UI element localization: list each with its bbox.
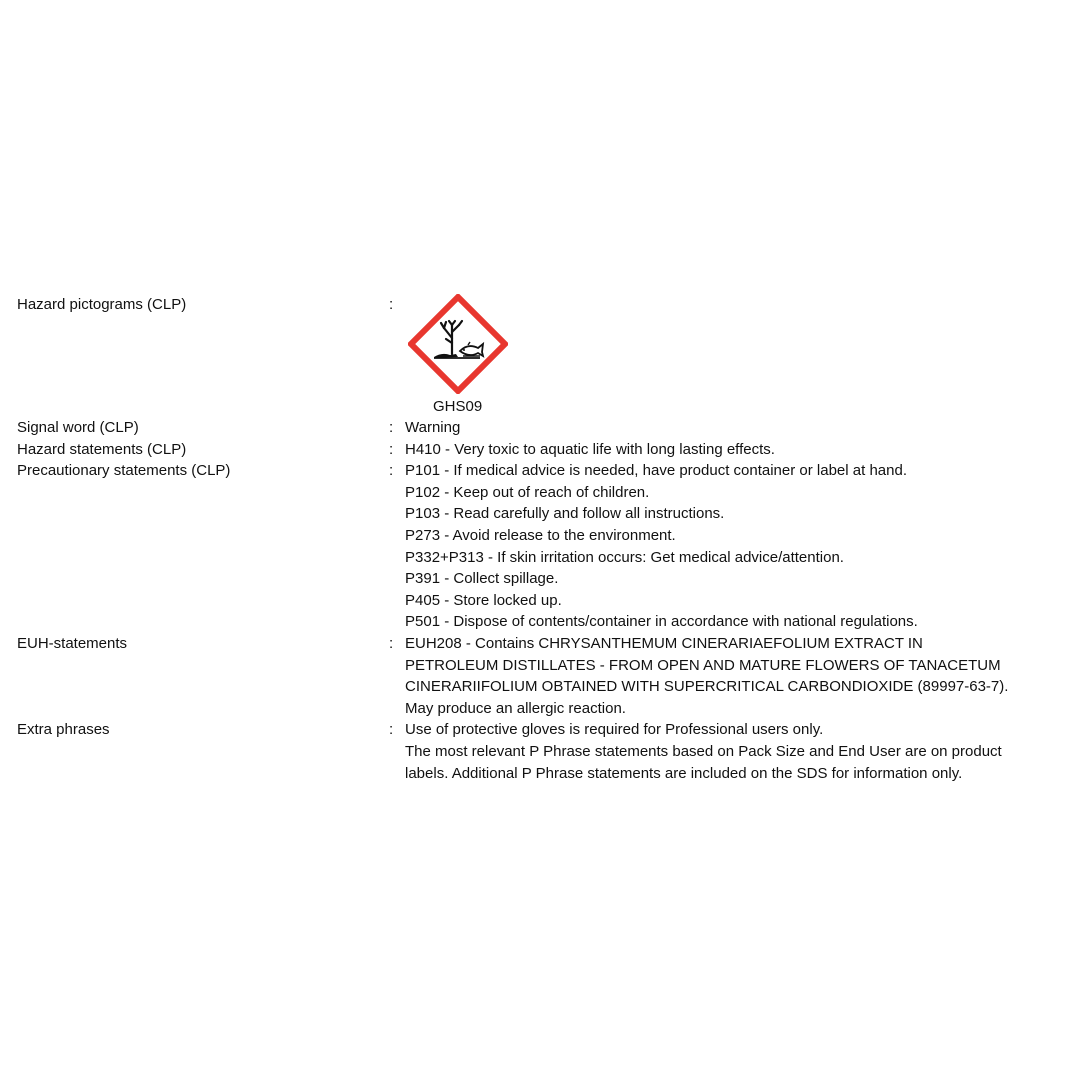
precautionary-statement: P501 - Dispose of contents/container in accordance with national regulations.: [405, 613, 918, 631]
euh-statements-label: EUH-statements: [17, 635, 128, 652]
environment-hazard-icon: [408, 294, 508, 394]
hazard-statements-label: Hazard statements (CLP): [17, 440, 187, 458]
euh-statement: May produce an allergic reaction.: [405, 699, 626, 717]
euh-statement: EUH208 - Contains CHRYSANTHEMUM CINERARIAEFOLIUM EXTRACT IN: [405, 635, 923, 652]
precautionary-statement: P391 - Collect spillage.: [405, 570, 559, 588]
euh-statement: CINERARIIFOLIUM OBTAINED WITH SUPERCRITICAL CARBONDIOXIDE (89997-63-7).: [405, 678, 1009, 696]
signal-word-label: Signal word (CLP): [17, 419, 139, 436]
signal-word-value: Warning: [405, 419, 461, 436]
precautionary-statement: P102 - Keep out of reach of children.: [405, 483, 650, 501]
extra-phrases-label: Extra phrases: [17, 721, 110, 739]
extra-phrase: Use of protective gloves is required for Professional users only.: [405, 721, 824, 739]
extra-phrases-colon: :: [389, 721, 394, 739]
hazard-statement: H410 - Very toxic to aquatic life with long lasting effects.: [405, 440, 775, 458]
precautionary-statement: P332+P313 - If skin irritation occurs: Get medical advice/attention.: [405, 548, 844, 566]
hazard-statements-colon: :: [389, 440, 394, 458]
hazard-pictograms-colon: :: [389, 296, 394, 313]
precautionary-statement: P273 - Avoid release to the environment.: [405, 526, 676, 544]
euh-statement: PETROLEUM DISTILLATES - FROM OPEN AND MATURE FLOWERS OF TANACETUM: [405, 656, 1001, 674]
ghs09-pictogram: [408, 294, 508, 394]
extra-phrase: The most relevant P Phrase statements based on Pack Size and End User are on product: [405, 742, 1002, 760]
euh-statements-colon: :: [389, 635, 394, 652]
precautionary-statement: P101 - If medical advice is needed, have product container or label at hand.: [405, 462, 907, 480]
pictogram-code: GHS09: [433, 398, 483, 415]
precautionary-statements-label: Precautionary statements (CLP): [17, 462, 231, 480]
extra-phrase: labels. Additional P Phrase statements are included on the SDS for information only.: [405, 764, 963, 782]
signal-word-colon: :: [389, 419, 394, 436]
precautionary-statements-colon: :: [389, 462, 394, 480]
precautionary-statement: P405 - Store locked up.: [405, 591, 562, 609]
hazard-pictograms-label: Hazard pictograms (CLP): [17, 296, 187, 313]
precautionary-statement: P103 - Read carefully and follow all instructions.: [405, 505, 725, 523]
